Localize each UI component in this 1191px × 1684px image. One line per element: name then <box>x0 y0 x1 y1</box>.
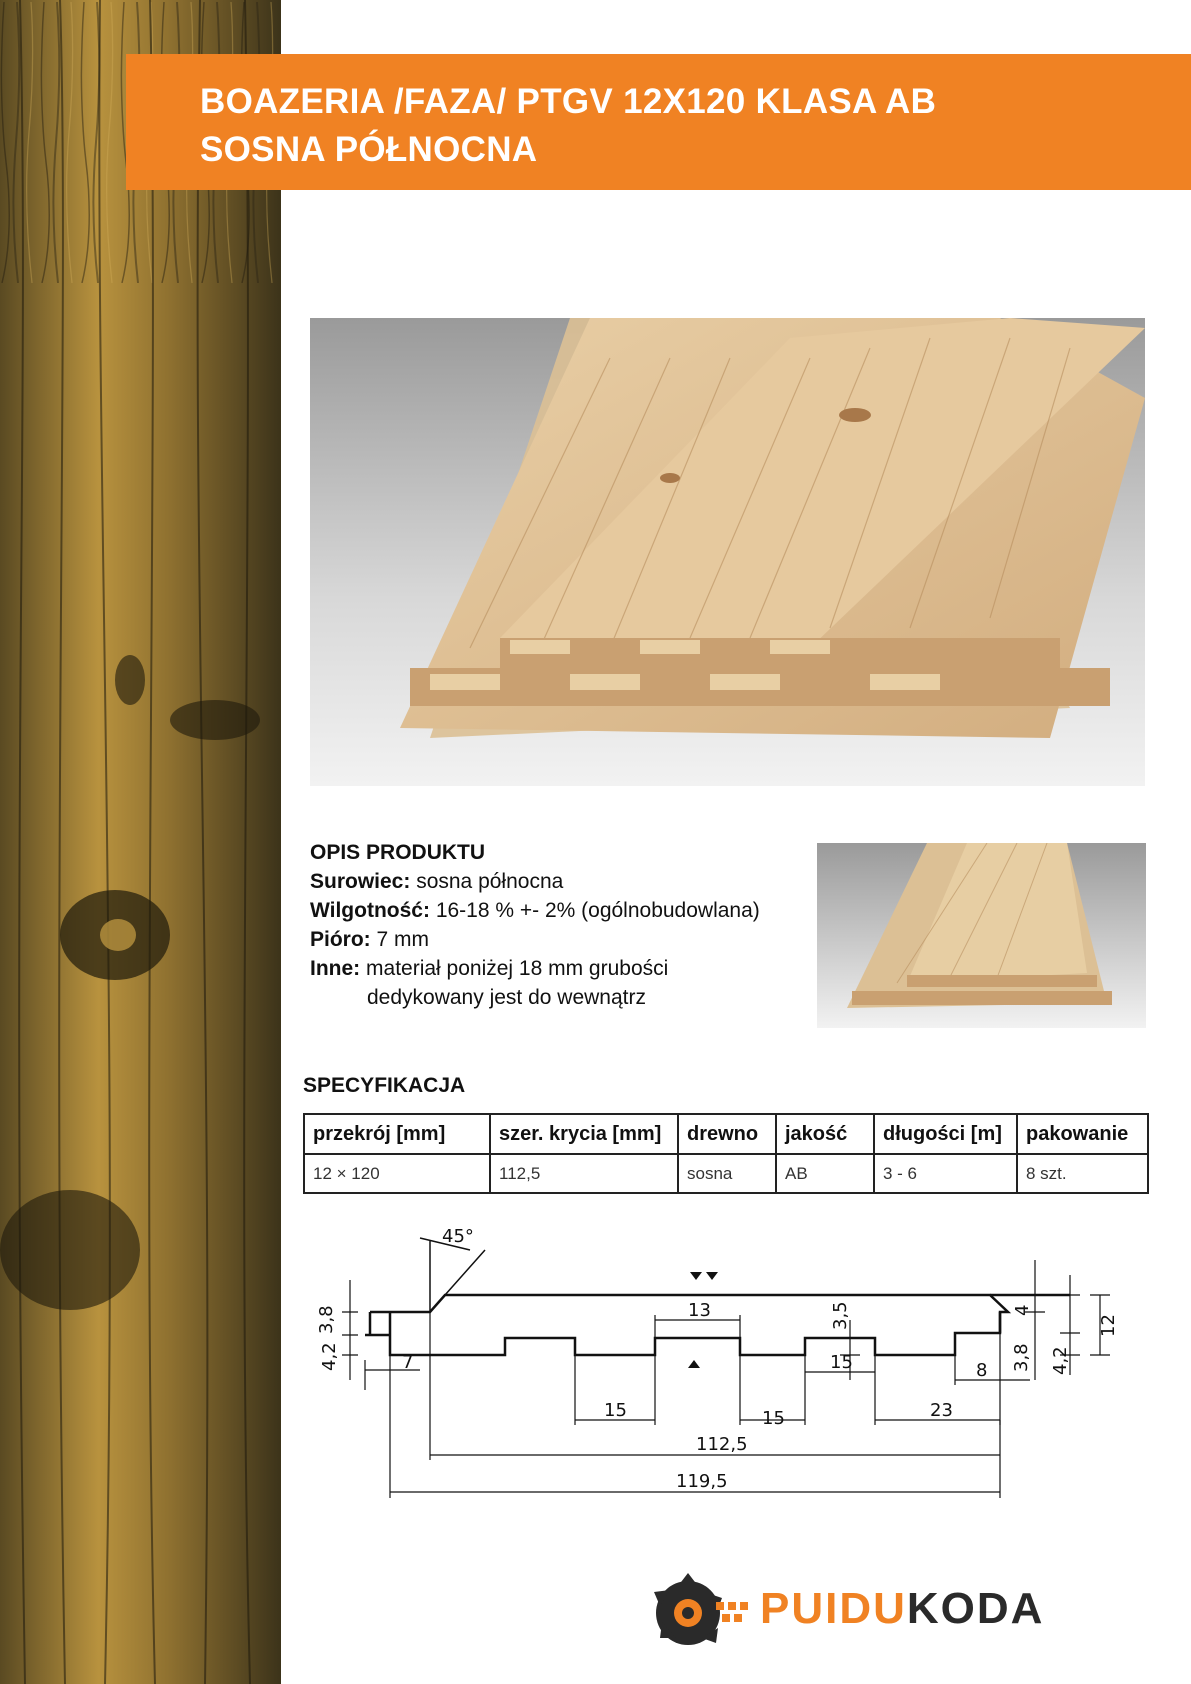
dim-right-3-8: 3,8 <box>1011 1343 1032 1372</box>
dim-right-4-2: 4,2 <box>1050 1346 1071 1375</box>
surface-mark-icon-3 <box>688 1360 700 1368</box>
saw-blade-icon <box>650 1568 760 1658</box>
brand-name <box>760 1584 1044 1634</box>
dim-left-4-2: 4,2 <box>319 1342 340 1371</box>
wood-grain-image <box>0 0 281 1684</box>
dim-13: 13 <box>688 1300 711 1321</box>
spec-title: SPECYFIKACJA <box>303 1074 466 1097</box>
surface-mark-icon <box>690 1272 702 1280</box>
spec-cell-section: 12 × 120 <box>304 1154 490 1193</box>
desc-other-label: Inne: <box>310 957 361 980</box>
dim-119-5: 119,5 <box>676 1471 728 1492</box>
desc-moisture-value: 16-18 % +- 2% (ogólnobudowlana) <box>435 899 760 922</box>
page-title <box>200 78 936 174</box>
desc-moisture-label: Wilgotność: <box>310 899 430 922</box>
title-line-1: BOAZERIA /FAZA/ PTGV 12X120 KLASA AB <box>200 82 937 121</box>
desc-other-value-1: materiał poniżej 18 mm grubości <box>366 957 669 980</box>
desc-tongue <box>310 925 760 954</box>
dim-left-3-8: 3,8 <box>316 1305 337 1334</box>
table-row <box>304 1154 1148 1193</box>
description-heading: OPIS PRODUKTU <box>310 841 486 864</box>
spec-header-row <box>304 1114 1148 1154</box>
desc-raw-material <box>310 867 760 896</box>
spec-col-length: długości [m] <box>874 1114 1017 1154</box>
brand-name-part-2: KODA <box>906 1584 1045 1633</box>
profile-drawing <box>310 1220 1130 1520</box>
spec-cell-quality: AB <box>776 1154 874 1193</box>
dim-7: 7 <box>402 1352 414 1373</box>
product-photo-small <box>817 843 1146 1028</box>
spec-col-wood: drewno <box>678 1114 776 1154</box>
dim-12: 12 <box>1098 1314 1119 1337</box>
spec-col-packing: pakowanie <box>1017 1114 1148 1154</box>
brand-name-part-1: PUIDU <box>760 1584 907 1633</box>
spec-cell-length: 3 - 6 <box>874 1154 1017 1193</box>
spec-cell-wood: sosna <box>678 1154 776 1193</box>
desc-tongue-value: 7 mm <box>376 928 430 951</box>
spec-col-quality: jakość <box>776 1114 874 1154</box>
spec-table <box>303 1113 1149 1194</box>
spec-col-coverage: szer. krycia [mm] <box>490 1114 678 1154</box>
spec-cell-packing: 8 szt. <box>1017 1154 1148 1193</box>
dim-4: 4 <box>1012 1304 1033 1316</box>
dim-15-b: 15 <box>762 1408 785 1429</box>
surface-mark-icon-2 <box>706 1272 718 1280</box>
dim-3-5: 3,5 <box>830 1301 851 1330</box>
brand-logo <box>650 1568 1130 1658</box>
dim-15-a: 15 <box>604 1400 627 1421</box>
dim-112-5: 112,5 <box>696 1434 748 1455</box>
dim-8: 8 <box>976 1360 988 1381</box>
wood-texture-strip <box>0 0 281 1684</box>
product-description <box>310 838 760 1012</box>
desc-other-value-2: dedykowany jest do wewnątrz <box>367 986 646 1009</box>
spec-col-section: przekrój [mm] <box>304 1114 490 1154</box>
dim-15-c: 15 <box>830 1352 853 1373</box>
dim-23: 23 <box>930 1400 953 1421</box>
desc-tongue-label: Pióro: <box>310 928 371 951</box>
spec-cell-coverage: 112,5 <box>490 1154 678 1193</box>
desc-moisture <box>310 896 760 925</box>
title-line-2: SOSNA PÓŁNOCNA <box>200 130 538 169</box>
dim-angle: 45° <box>442 1226 474 1247</box>
desc-raw-value: sosna północna <box>416 870 564 893</box>
product-photo-main <box>310 318 1145 786</box>
desc-other <box>310 954 760 983</box>
desc-raw-label: Surowiec: <box>310 870 411 893</box>
